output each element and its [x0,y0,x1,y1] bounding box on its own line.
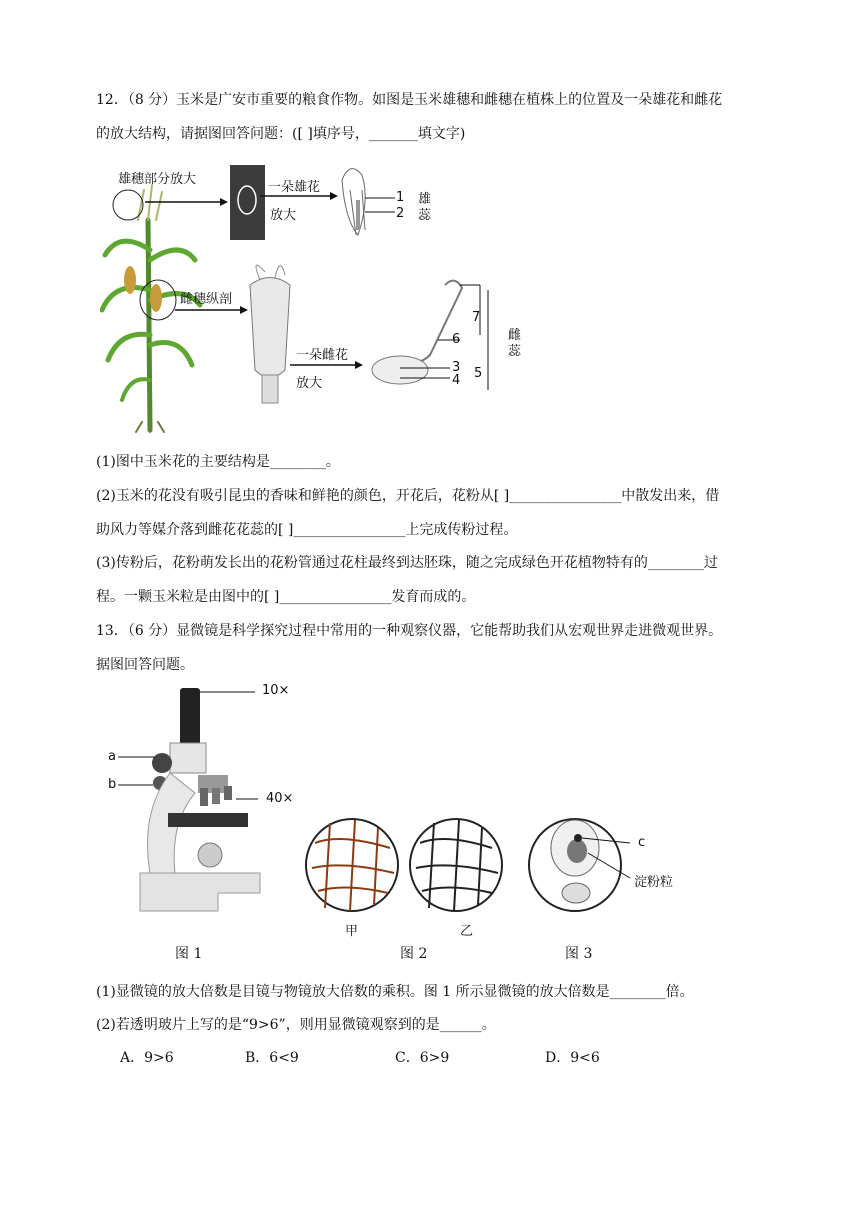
female-ear-label: 雌穗纵剖 [180,292,233,307]
option-a: A．9>6 [120,1050,174,1066]
enlarge-label-2: 放大 [296,376,323,391]
corn-flower-diagram [100,160,560,435]
label-jia: 甲 [345,924,359,939]
q12-sub2-line1: (2)玉米的花没有吸引昆虫的香味和鲜艳的颜色，开花后，花粉从[ ]________________中散发出来，借 [96,488,720,504]
label-4: 4 [452,373,461,388]
q12-sub3-line1: (3)传粉后，花粉萌发长出的花粉管通过花柱最终到达胚珠，随之完成绿色开花植物特有的________过 [96,555,718,571]
objective-label: 40× [266,791,294,806]
q12-sub1: (1)图中玉米花的主要结构是________。 [96,454,340,470]
label-2: 2 [396,206,405,221]
starch-grain-label: 淀粉粒 [634,875,674,890]
q12-stem-line2: 的放大结构，请据图回答问题：([ ]填序号，_______填文字) [96,126,466,142]
fig2-caption: 图 2 [400,946,428,962]
label-6: 6 [452,332,461,347]
q12-sub3-line2: 程。一颗玉米粒是由图中的[ ]________________发育而成的。 [96,589,476,605]
microscope-figure [100,683,700,968]
label-5: 5 [474,366,483,381]
q12-stem-line1: 12．（8 分）玉米是广安市重要的粮食作物。如图是玉米雄穗和雌穗在植株上的位置及一朵雄花和雌花 [96,92,723,108]
microscope-drawing [118,688,260,911]
enlarge-label-1: 放大 [270,208,297,223]
option-c: C．6>9 [395,1050,450,1066]
microscope-diagram [100,683,700,968]
one-male-flower-label: 一朵雄花 [268,180,321,195]
label-b: b [108,777,117,792]
label-c: c [638,835,646,850]
corn-flower-figure [100,160,560,435]
q13-sub1: (1)显微镜的放大倍数是目镜与物镜放大倍数的乘积。图 1 所示显微镜的放大倍数是________倍。 [96,984,694,1000]
pistil-label: 雌 蕊 [508,328,522,359]
label-1: 1 [396,190,405,205]
q12-sub2-line2: 助风力等媒介落到雌花花蕊的[ ]________________上完成传粉过程。 [96,522,518,538]
label-3: 3 [452,360,461,375]
label-7: 7 [472,310,481,325]
stamen-label: 雄 蕊 [418,192,432,223]
label-yi: 乙 [460,924,474,939]
q13-stem-line1: 13．（6 分）显微镜是科学探究过程中常用的一种观察仪器，它能帮助我们从宏观世界走进微观世界。 [96,623,723,639]
fig3-caption: 图 3 [565,946,593,962]
male-tassel-label: 雄穗部分放大 [118,172,197,187]
q13-sub2: (2)若透明玻片上写的是“9>6”，则用显微镜观察到的是______。 [96,1017,496,1033]
fig1-caption: 图 1 [175,946,203,962]
corn-plant [102,185,200,432]
one-female-flower-label: 一朵雌花 [296,348,349,363]
option-b: B．6<9 [245,1050,299,1066]
option-d: D．9<6 [545,1050,600,1066]
label-a: a [108,749,116,764]
eyepiece-label: 10× [262,683,290,698]
q13-stem-line2: 据图回答问题。 [96,657,194,673]
